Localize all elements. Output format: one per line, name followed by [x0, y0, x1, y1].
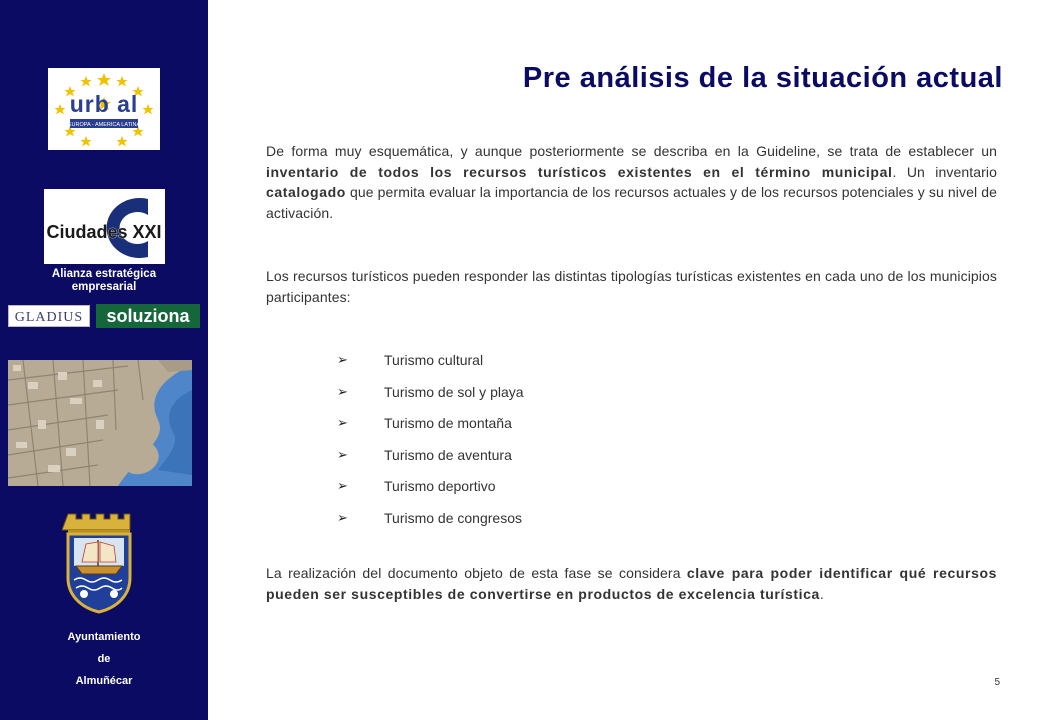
gladius-logo-graphic	[9, 306, 89, 326]
svg-text:Ciudades XXI: Ciudades XXI	[46, 222, 162, 242]
page-number: 5	[994, 677, 1000, 688]
resources-paragraph: Los recursos turísticos pueden responder las distintas tipologías turísticas existentes en cada uno de los municipios participantes:	[266, 268, 997, 305]
urbal-logo-graphic	[48, 68, 160, 150]
list-item	[337, 349, 524, 381]
arrow-bullet-icon: ➢	[337, 383, 348, 399]
text-run: que permita evaluar la importancia de los recursos actuales y de los recursos potenciales y su nivel de activación.	[266, 184, 997, 221]
text-run: De forma muy esquemática, y aunque posteriormente se describa en la Guideline, se trata de establecer un	[266, 143, 997, 159]
ciudades-xxi-logo	[44, 189, 165, 264]
tourism-types-list	[337, 349, 524, 538]
almunecar-coat-of-arms	[62, 510, 136, 614]
arrow-bullet-icon: ➢	[337, 415, 348, 430]
svg-text:urb al: urb al	[69, 91, 139, 117]
svg-text:soluziona: soluziona	[106, 306, 190, 326]
list-item	[337, 381, 524, 413]
list-item	[337, 412, 524, 444]
ayuntamiento-label	[0, 626, 208, 692]
arrow-bullet-icon: ➢	[337, 509, 348, 525]
gladius-logo	[8, 305, 90, 327]
text-run: . Un inventario	[892, 163, 997, 180]
text-run: .	[819, 585, 824, 602]
bold-text-run: catalogado	[266, 184, 346, 200]
soluziona-logo	[96, 304, 200, 328]
urbal-logo	[48, 68, 160, 150]
arrow-bullet-icon: ➢	[337, 446, 348, 462]
svg-text:GLADIUS: GLADIUS	[14, 310, 84, 325]
ciudades-xxi-logo-graphic	[44, 189, 165, 264]
ayuntamiento-line: Almuñécar	[75, 675, 133, 687]
page-title: Pre análisis de la situación actual	[522, 62, 1003, 94]
list-item	[337, 475, 524, 507]
sidebar	[0, 0, 208, 720]
list-item-label: Turismo de congresos	[384, 509, 522, 526]
svg-text:EUROPA - AMERICA LATINA: EUROPA - AMERICA LATINA	[67, 122, 141, 128]
ayuntamiento-line: Ayuntamiento	[67, 631, 141, 643]
arrow-bullet-icon: ➢	[337, 478, 348, 493]
arrow-bullet-icon: ➢	[337, 352, 348, 367]
list-item-label: Turismo de aventura	[384, 446, 512, 463]
bold-text-run: inventario de todos los recursos turísticos existentes en el término municipal	[266, 163, 893, 180]
list-item-label: Turismo de sol y playa	[384, 383, 524, 400]
conclusion-paragraph	[266, 563, 997, 604]
intro-paragraph	[266, 141, 997, 223]
soluziona-logo-graphic	[96, 304, 200, 328]
list-item	[337, 507, 524, 539]
list-item-label: Turismo de montaña	[384, 415, 512, 431]
list-item	[337, 444, 524, 476]
bold-text-run: clave para poder identificar qué recursos pueden ser susceptibles de convertirse en productos de excelencia turística	[266, 565, 997, 602]
alianza-label: Alianza estratégica empresarial	[51, 268, 157, 293]
ayuntamiento-line: de	[97, 653, 111, 665]
city-aerial-map-image	[8, 360, 192, 486]
text-run: La realización del documento objeto de esta fase se considera	[266, 565, 687, 581]
list-item-label: Turismo deportivo	[384, 478, 496, 494]
list-item-label: Turismo cultural	[384, 352, 484, 368]
